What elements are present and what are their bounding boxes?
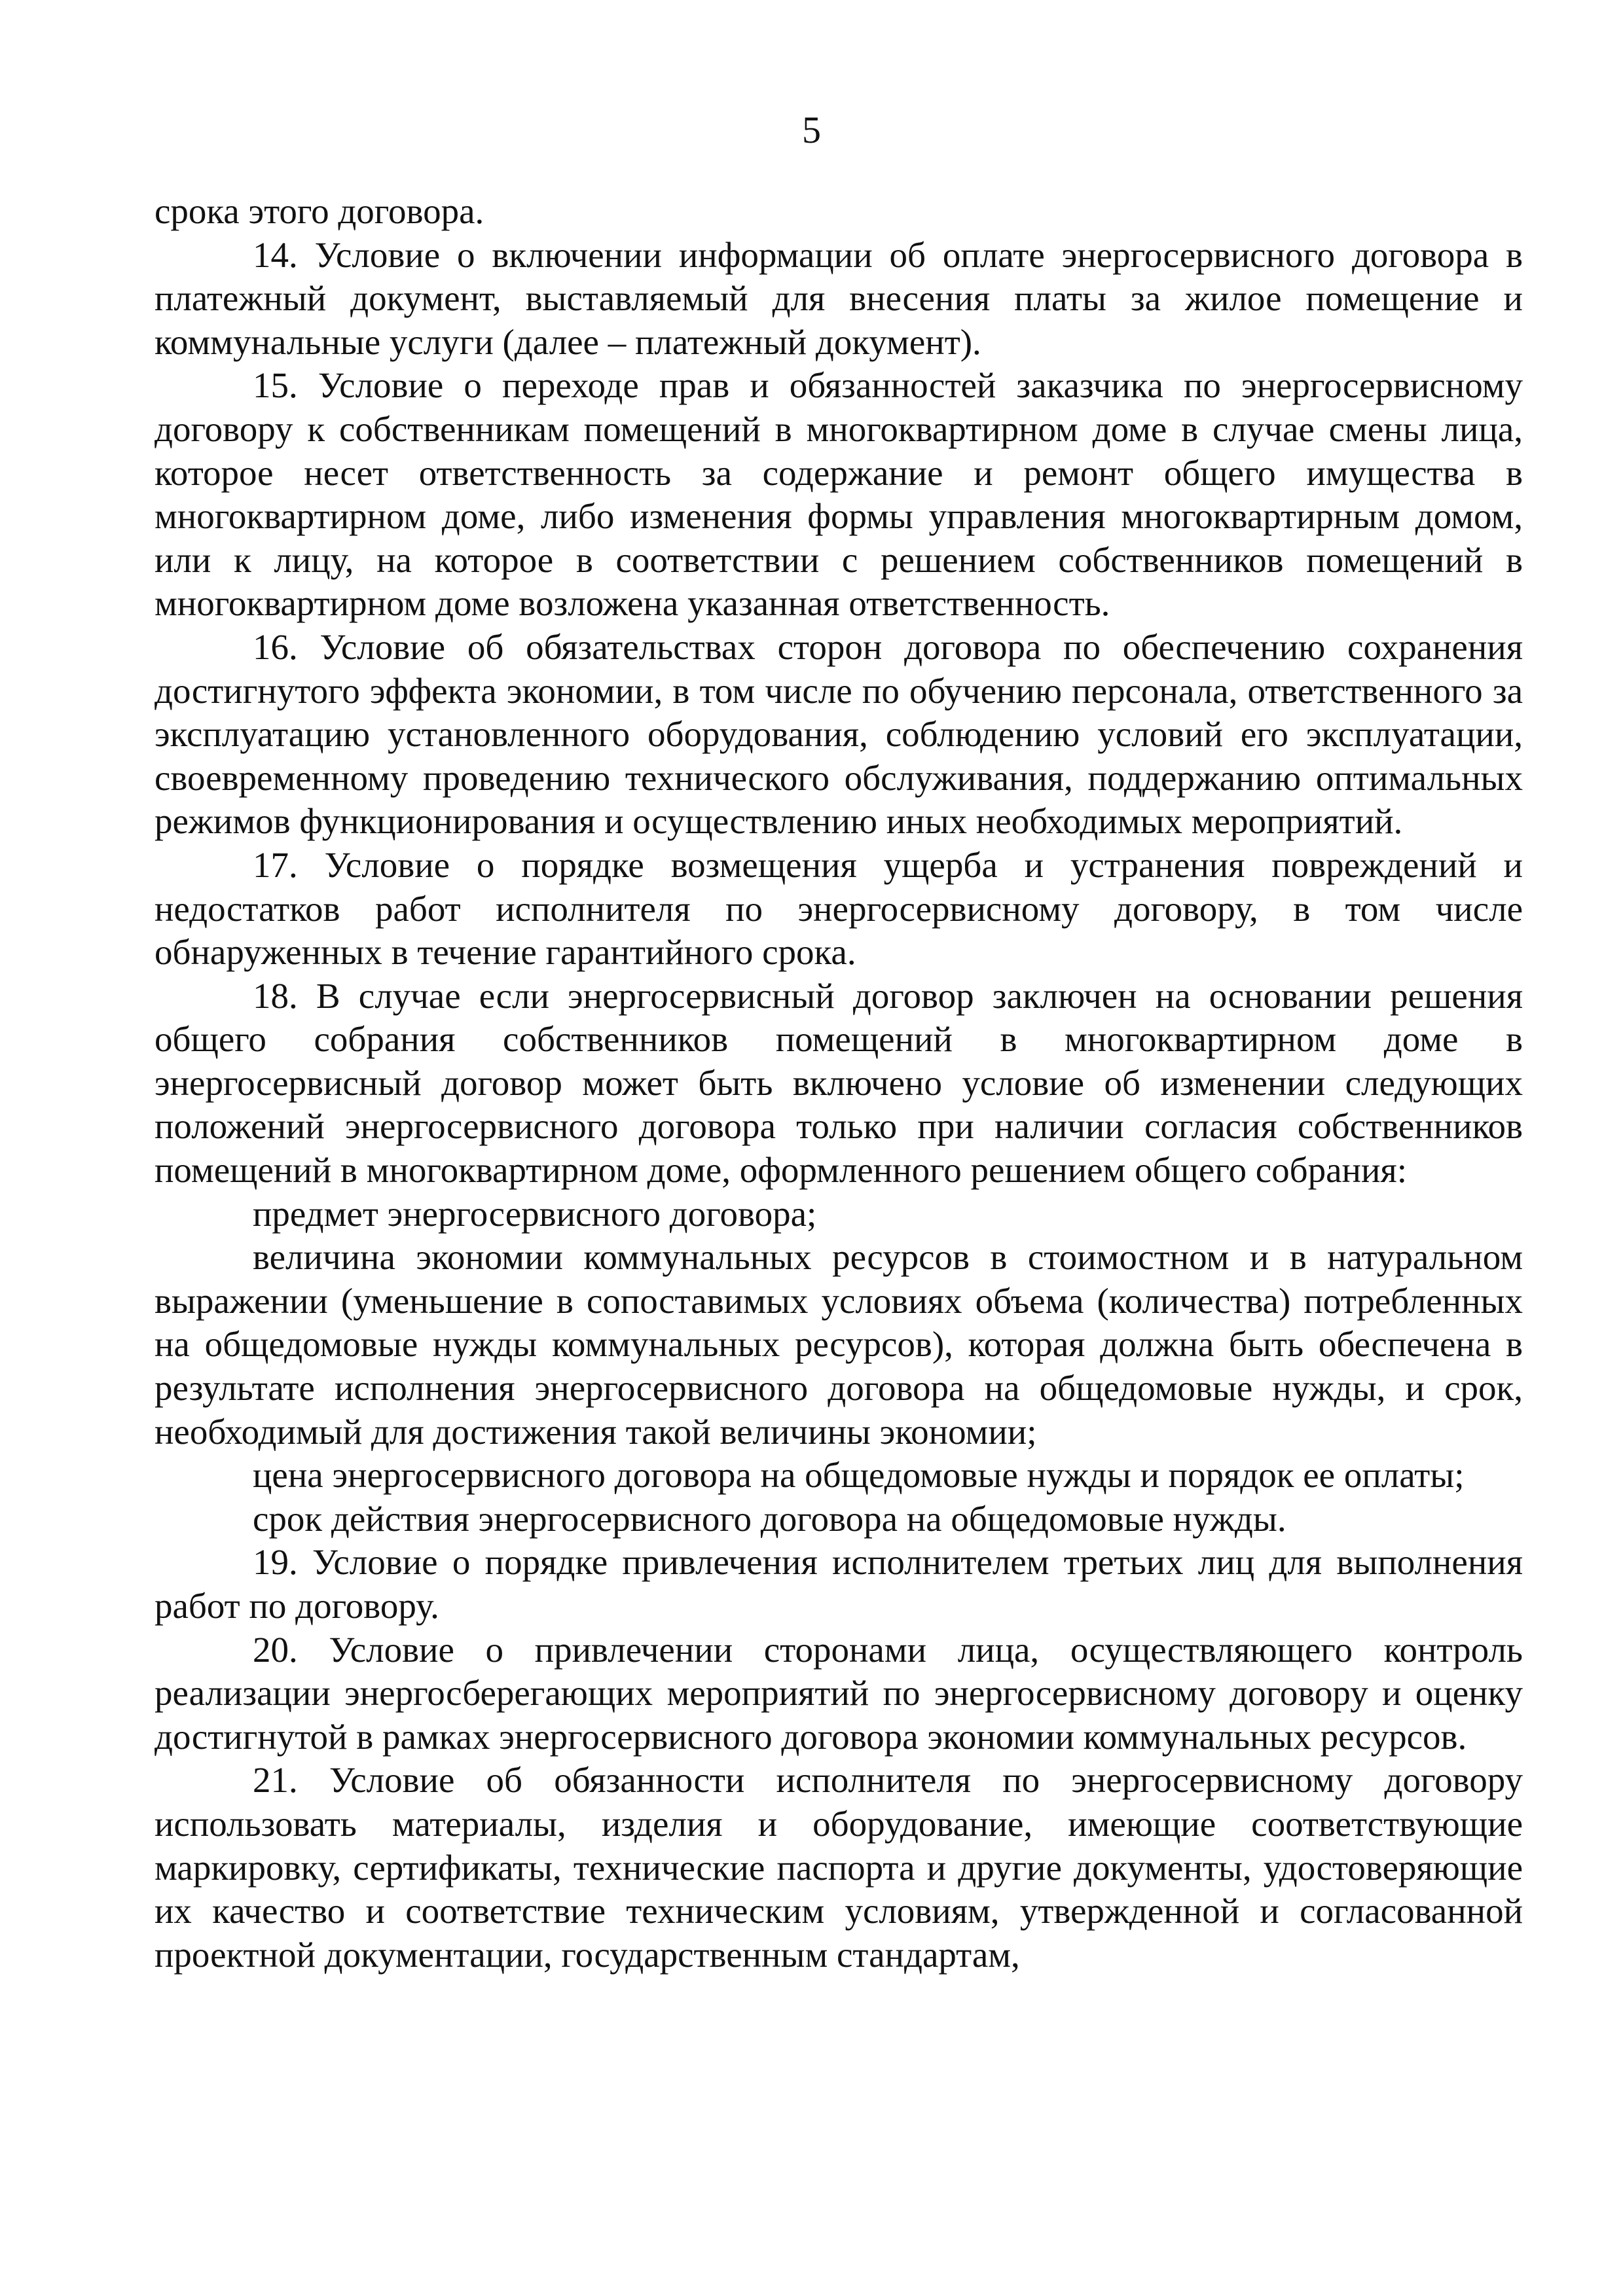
- paragraph-18-price: цена энергосервисного договора на общедомовые нужды и порядок ее оплаты;: [253, 1455, 1465, 1496]
- page-number: 5: [802, 109, 821, 151]
- paragraph-18-subject: предмет энергосервисного договора;: [253, 1193, 817, 1234]
- paragraph-continuation: срока этого договора.: [155, 191, 484, 231]
- paragraph-item-14: 14. Условие о включении информации об оплате энергосервисного договора в платежный документ, выставляемый для внесения платы за жилое помещение и коммунальные услуги (далее – платежный документ).: [155, 234, 1523, 362]
- paragraph-item-17: 17. Условие о порядке возмещения ущерба и устранения повреждений и недостатков работ исполнителя по энергосервисному договору, в том числе обнаруженных в течение гарантийного срока.: [155, 844, 1523, 973]
- paragraph-item-15: 15. Условие о переходе прав и обязанностей заказчика по энергосервисному договору к собственникам помещений в многоквартирном доме в случае смены лица, которое несет ответственность за содержание и ремонт общего имущества в многоквартирном доме, либо изменения формы управления многоквартирным домом, или к лицу, на которое в соответствии с решением собственников помещений в многоквартирном доме возложена указанная ответственность.: [155, 365, 1523, 624]
- paragraph-18-term: срок действия энергосервисного договора на общедомовые нужды.: [253, 1498, 1286, 1539]
- paragraph-item-18: 18. В случае если энергосервисный договор заключен на основании решения общего собрания собственников помещений в многоквартирном доме в энергосервисный договор может быть включено условие об изменении следующих положений энергосервисного договора только при наличии согласия собственников помещений в многоквартирном доме, оформленного решением общего собрания:: [155, 975, 1523, 1191]
- paragraph-item-20: 20. Условие о привлечении сторонами лица, осуществляющего контроль реализации энергосберегающих мероприятий по энергосервисному договору и оценку достигнутой в рамках энергосервисного договора экономии коммунальных ресурсов.: [155, 1629, 1523, 1757]
- paragraph-18-savings: величина экономии коммунальных ресурсов в стоимостном и в натуральном выражении (уменьшение в сопоставимых условиях объема (количества) потребленных на общедомовые нужды коммунальных ресурсов), которая должна быть обеспечена в результате исполнения энергосервисного договора на общедомовые нужды, и срок, необходимый для достижения такой величины экономии;: [155, 1237, 1523, 1452]
- paragraph-item-19: 19. Условие о порядке привлечения исполнителем третьих лиц для выполнения работ по договору.: [155, 1542, 1523, 1626]
- paragraph-item-16: 16. Условие об обязательствах сторон договора по обеспечению сохранения достигнутого эффекта экономии, в том числе по обучению персонала, ответственного за эксплуатацию установленного оборудования, соблюдению условий его эксплуатации, своевременному проведению технического обслуживания, поддержанию оптимальных режимов функционирования и осуществлению иных необходимых мероприятий.: [155, 626, 1523, 842]
- document-body: [155, 190, 1523, 1977]
- paragraph-item-21: 21. Условие об обязанности исполнителя по энергосервисному договору использовать материалы, изделия и оборудование, имеющие соответствующие маркировку, сертификаты, технические паспорта и другие документы, удостоверяющие их качество и соответствие техническим условиям, утвержденной и согласованной проектной документации, государственным стандартам,: [155, 1760, 1523, 1975]
